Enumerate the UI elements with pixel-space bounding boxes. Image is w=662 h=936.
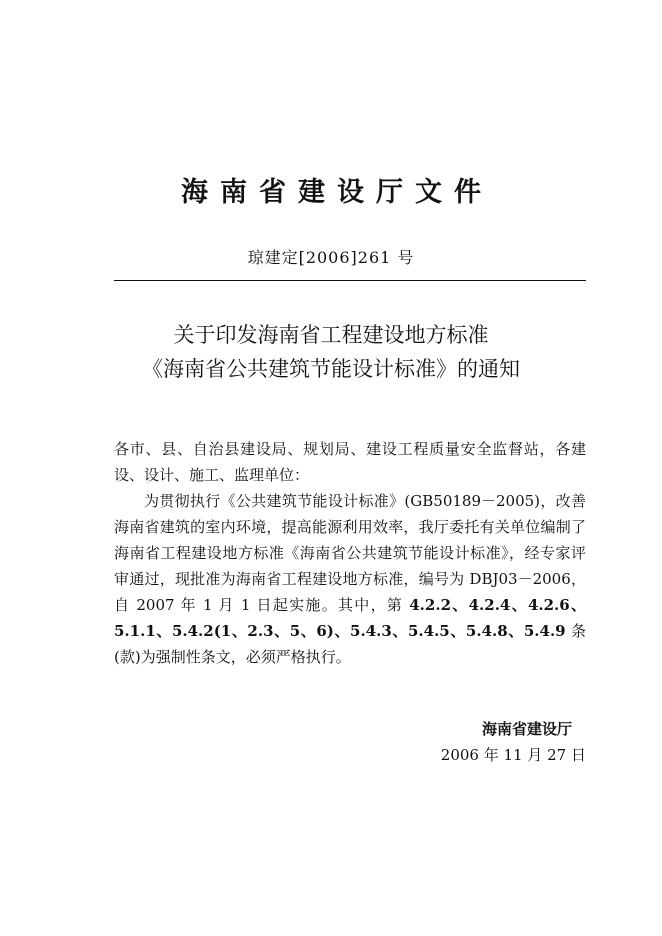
main-paragraph (114, 488, 586, 670)
notice-title-line-2: 《海南省公共建筑节能设计标准》的通知 (142, 357, 520, 381)
signature-block (380, 716, 586, 768)
mandatory-clause-list: 4.2.2、4.2.4、4.2.6、5.1.1、5.4.2(1、2.3、5、6)、5.4.3、5.4.5、5.4.8、5.4.9 (114, 596, 586, 640)
addressees-paragraph: 各市、县、自治县建设局、规划局、建设工程质量安全监督站，各建设、设计、施工、监理单位： (114, 440, 586, 484)
notice-body (114, 436, 586, 670)
notice-title-line-1: 关于印发海南省工程建设地方标准 (173, 323, 489, 347)
main-paragraph-text-2: 条(款)为强制性条文，必须严格执行。 (114, 622, 586, 666)
issuer-title: 海南省建设厅文件 (181, 177, 493, 208)
signature-date: 2006 年 11 月 27 日 (440, 746, 586, 764)
main-paragraph-text-1: 为贯彻执行《公共建筑节能设计标准》(GB50189－2005)，改善海南省建筑的室内环境，提高能源利用效率，我厅委托有关单位编制了海南省工程建设地方标准《海南省公共建筑节能设计标准》，经专家评审通过，现批准为海南省工程建设地方标准，编号为 DBJ03－2006，自 2007 年 1 月 1 日起实施。其中，第 (114, 492, 586, 614)
notice-title (0, 318, 662, 386)
header-divider (114, 280, 586, 281)
signature-organization: 海南省建设厅 (481, 720, 572, 738)
document-number: 琼建定[2006]261 号 (247, 248, 415, 267)
